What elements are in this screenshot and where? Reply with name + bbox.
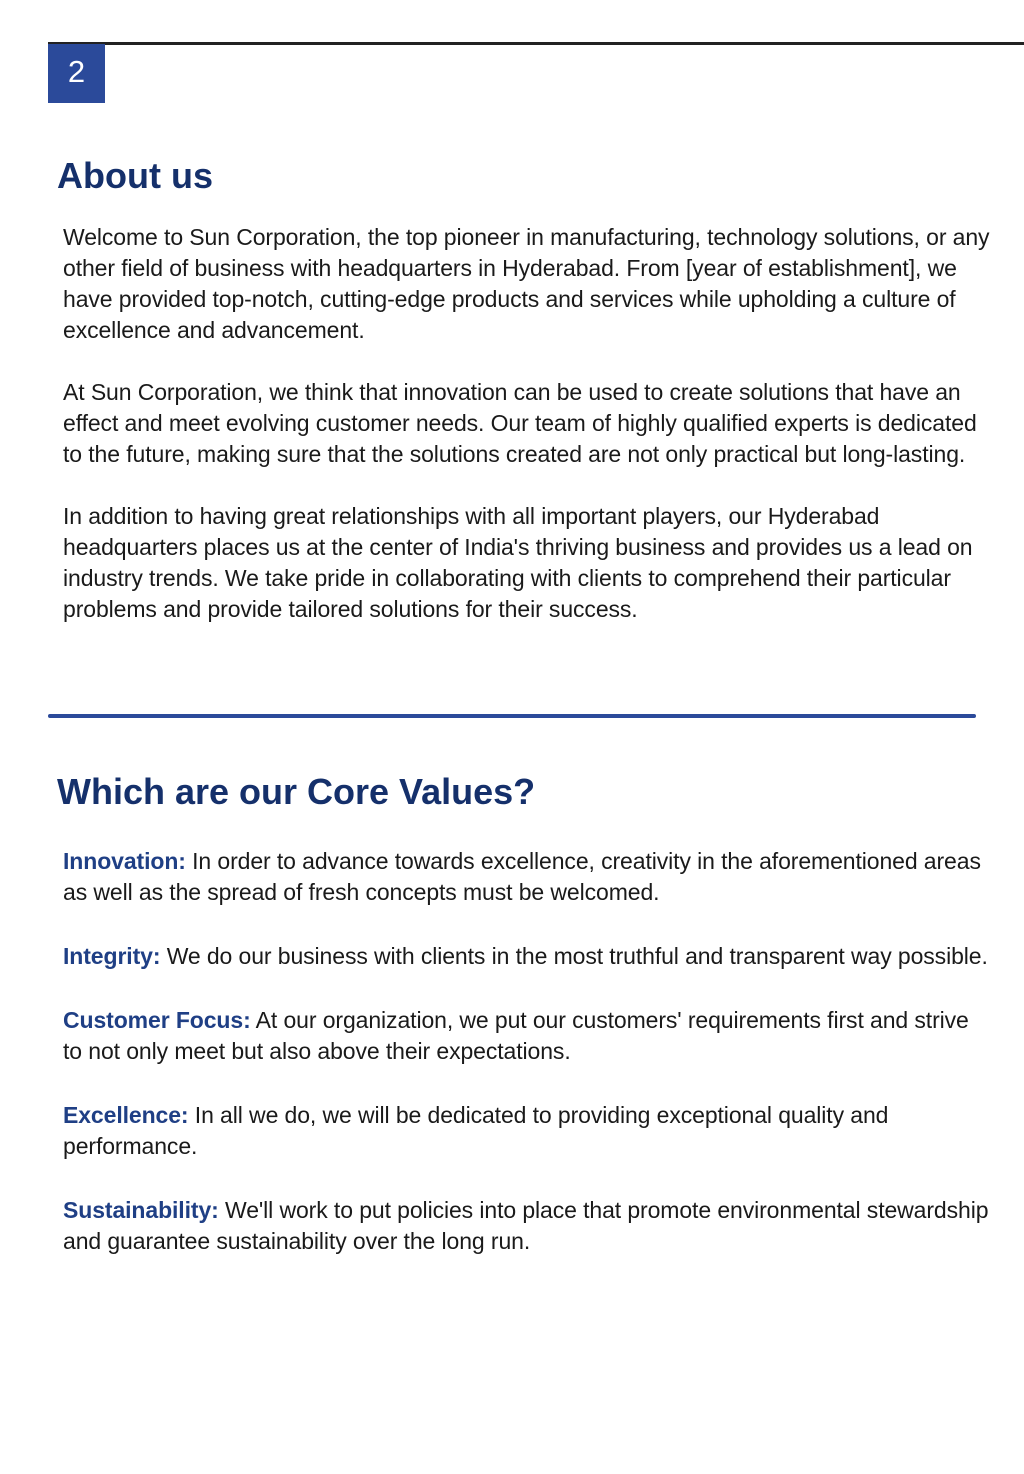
about-paragraph: In addition to having great relationships with all important players, our Hyderabad headquarters places us at the center of India's thriving business and provides us a lead on industry trends. We take pride in collaborating with clients to comprehend their particular problems and provide tailored solutions for their success. [63,503,973,622]
core-values-list [63,846,993,1290]
about-paragraph: Welcome to Sun Corporation, the top pioneer in manufacturing, technology solutions, or any other field of business with headquarters in Hyderabad. From [year of establishment], we have provided top-notch, cutting-edge products and services while upholding a culture of excellence and advancement. [63,224,990,343]
core-value-text: We do our business with clients in the most truthful and transparent way possible. [166,943,988,969]
core-value-item [63,1195,993,1257]
core-value-item [63,1100,993,1162]
core-value-text: In order to advance towards excellence, creativity in the aforementioned areas as well as the spread of fresh concepts must be welcomed. [63,848,981,905]
core-value-term: Customer Focus: [63,1007,251,1033]
about-paragraph: At Sun Corporation, we think that innovation can be used to create solutions that have an effect and meet evolving customer needs. Our team of highly qualified experts is dedicated to the future, making sure that the solutions created are not only practical but long-lasting. [63,379,977,467]
core-values-heading: Which are our Core Values? [57,771,536,812]
about-body [63,222,993,656]
top-rule [48,42,1024,45]
core-value-item [63,941,993,972]
section-divider [48,714,976,718]
core-value-item [63,1005,993,1067]
core-value-term: Sustainability: [63,1197,219,1223]
page-number-badge: 2 [48,44,105,103]
core-value-term: Integrity: [63,943,161,969]
core-value-text: At our organization, we put our customers' requirements first and strive to not only meet but also above their expectations. [63,1007,969,1064]
about-heading: About us [57,155,213,196]
core-value-item [63,846,993,908]
core-value-term: Innovation: [63,848,186,874]
core-value-term: Excellence: [63,1102,189,1128]
core-value-text: We'll work to put policies into place that promote environmental stewardship and guarantee sustainability over the long run. [63,1197,989,1254]
core-value-text: In all we do, we will be dedicated to providing exceptional quality and performance. [63,1102,889,1159]
